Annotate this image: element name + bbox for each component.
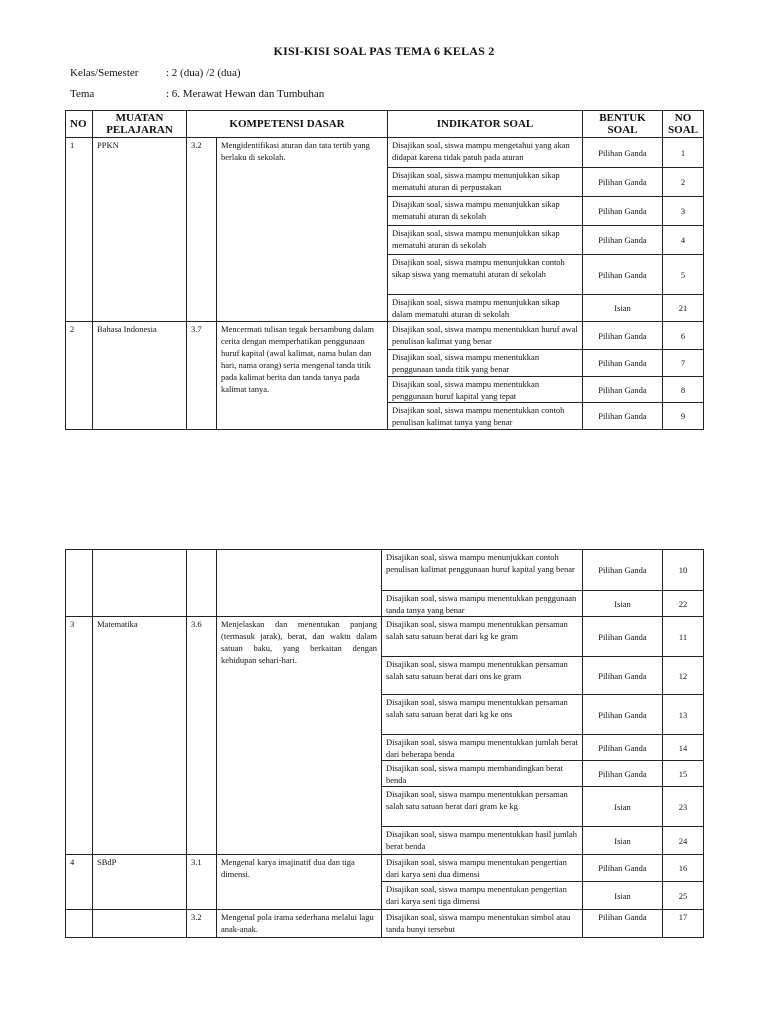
header-no: NO <box>66 111 93 138</box>
kd-text: Mencermati tulisan tegak bersambung dalam cerita dengan memperhatikan penggunaan huruf kapital (awal kalimat, nama bulan dan hari, nama orang) serta mengenal tanda titik pada kalimat berita dan tanda tanya pada kalimat tanya. <box>217 322 388 430</box>
kd-text: Menjelaskan dan menentukan panjang (termasuk jarak), berat, dan waktu dalam satuan baku, yang berkaitan dengan kehidupan sehari-hari. <box>217 617 382 855</box>
indikator-cell: Disajikan soal, siswa mampu menunjukkan sikap mematuhi aturan di sekolah <box>388 197 583 226</box>
indikator-cell: Disajikan soal, siswa mampu menentukkan huruf awal penulisan kalimat yang benar <box>388 322 583 350</box>
kd-number: 3.2 <box>187 138 217 322</box>
indikator-cell: Disajikan soal, siswa mampu menentukkan persaman salah satu satuan berat dari kg ke ons <box>382 695 583 735</box>
nosoal-cell: 17 <box>663 910 704 938</box>
nosoal-cell: 4 <box>663 226 704 255</box>
kisi-kisi-table-page-2 <box>65 549 704 938</box>
kd-text: Mengidentifikasi aturan dan tata tertib yang berlaku di sekolah. <box>217 138 388 322</box>
bentuk-cell: Pilihan Ganda <box>583 255 663 295</box>
indikator-cell: Disajikan soal, siswa mampu menentukkan persaman salah satu satuan berat dari ons ke gram <box>382 657 583 695</box>
nosoal-cell: 22 <box>663 591 704 617</box>
empty-cell <box>187 550 217 617</box>
nosoal-cell: 8 <box>663 377 704 403</box>
kd-number: 3.6 <box>187 617 217 855</box>
meta-kelas <box>70 67 241 79</box>
kisi-kisi-table-page-1 <box>65 110 704 430</box>
nosoal-cell: 9 <box>663 403 704 430</box>
bentuk-cell: Isian <box>583 295 663 322</box>
kd-number: 3.2 <box>187 910 217 938</box>
bentuk-cell: Pilihan Ganda <box>583 761 663 787</box>
empty-cell <box>66 910 93 938</box>
header-muatan: MUATAN PELAJARAN <box>93 111 187 138</box>
indikator-cell: Disajikan soal, siswa mampu menentukan pengertian dari karya seni tiga dimensi <box>382 882 583 910</box>
kelas-value: : 2 (dua) /2 (dua) <box>166 67 241 79</box>
indikator-cell: Disajikan soal, siswa mampu menentukkan penggunaan huruf kapital yang tepat <box>388 377 583 403</box>
section-muatan: SBdP <box>93 855 187 910</box>
indikator-cell: Disajikan soal, siswa mampu menentukan pengertian dari karya seni dua dimensi <box>382 855 583 882</box>
tema-label: Tema <box>70 88 95 100</box>
bentuk-cell: Pilihan Ganda <box>583 197 663 226</box>
nosoal-cell: 3 <box>663 197 704 226</box>
indikator-cell: Disajikan soal, siswa mampu menunjukkan sikap mematuhi aturan di sekolah <box>388 226 583 255</box>
nosoal-cell: 7 <box>663 350 704 377</box>
bentuk-cell: Pilihan Ganda <box>583 226 663 255</box>
indikator-cell: Disajikan soal, siswa mampu menentukkan penggunaan tanda titik yang benar <box>388 350 583 377</box>
nosoal-cell: 11 <box>663 617 704 657</box>
table-row <box>66 617 704 657</box>
indikator-cell: Disajikan soal, siswa mampu menentukkan jumlah berat dari beberapa benda <box>382 735 583 761</box>
indikator-cell: Disajikan soal, siswa mampu mengetahui yang akan didapat karena tidak patuh pada aturan <box>388 138 583 168</box>
nosoal-cell: 2 <box>663 168 704 197</box>
meta-tema <box>70 88 324 100</box>
section-no: 1 <box>66 138 93 322</box>
empty-cell <box>217 550 382 617</box>
section-muatan: Matematika <box>93 617 187 855</box>
indikator-cell: Disajikan soal, siswa mampu menentukkan hasil jumlah berat benda <box>382 827 583 855</box>
nosoal-cell: 24 <box>663 827 704 855</box>
bentuk-cell: Isian <box>583 591 663 617</box>
nosoal-cell: 6 <box>663 322 704 350</box>
indikator-cell: Disajikan soal, siswa mampu menunjukkan sikap dalam mematuhi aturan di sekolah <box>388 295 583 322</box>
indikator-cell: Disajikan soal, siswa mampu menentukkan persaman salah satu satuan berat dari gram ke kg <box>382 787 583 827</box>
empty-cell <box>93 910 187 938</box>
kd-text: Mengenal pola irama sederhana melalui lagu anak-anak. <box>217 910 382 938</box>
bentuk-cell: Pilihan Ganda <box>583 910 663 938</box>
table-row <box>66 910 704 938</box>
bentuk-cell: Isian <box>583 882 663 910</box>
bentuk-cell: Pilihan Ganda <box>583 322 663 350</box>
bentuk-cell: Pilihan Ganda <box>583 377 663 403</box>
section-no: 2 <box>66 322 93 430</box>
table-row <box>66 855 704 882</box>
section-no: 4 <box>66 855 93 910</box>
kd-number: 3.1 <box>187 855 217 910</box>
nosoal-cell: 1 <box>663 138 704 168</box>
indikator-cell: Disajikan soal, siswa mampu menentukkan persaman salah satu satuan berat dari kg ke gram <box>382 617 583 657</box>
kd-text: Mengenal karya imajinatif dua dan tiga dimensi. <box>217 855 382 910</box>
indikator-cell: Disajikan soal, siswa mampu membandingkan berat benda <box>382 761 583 787</box>
section-muatan: PPKN <box>93 138 187 322</box>
nosoal-cell: 10 <box>663 550 704 591</box>
nosoal-cell: 16 <box>663 855 704 882</box>
section-no: 3 <box>66 617 93 855</box>
bentuk-cell: Pilihan Ganda <box>583 855 663 882</box>
indikator-cell: Disajikan soal, siswa mampu menentukan simbol atau tanda bunyi tersebut <box>382 910 583 938</box>
nosoal-cell: 15 <box>663 761 704 787</box>
bentuk-cell: Pilihan Ganda <box>583 168 663 197</box>
indikator-cell: Disajikan soal, siswa mampu menentukkan penggunaan tanda tanya yang benar <box>382 591 583 617</box>
bentuk-cell: Isian <box>583 827 663 855</box>
bentuk-cell: Pilihan Ganda <box>583 138 663 168</box>
bentuk-cell: Pilihan Ganda <box>583 617 663 657</box>
nosoal-cell: 13 <box>663 695 704 735</box>
indikator-cell: Disajikan soal, siswa mampu menentukkan contoh penulisan kalimat tanya yang benar <box>388 403 583 430</box>
kd-number: 3.7 <box>187 322 217 430</box>
bentuk-cell: Isian <box>583 787 663 827</box>
kelas-label: Kelas/Semester <box>70 67 139 79</box>
header-bentuk: BENTUK SOAL <box>583 111 663 138</box>
nosoal-cell: 14 <box>663 735 704 761</box>
nosoal-cell: 21 <box>663 295 704 322</box>
bentuk-cell: Pilihan Ganda <box>583 403 663 430</box>
indikator-cell: Disajikan soal, siswa mampu menunjukkan contoh sikap siswa yang mematuhi aturan di sekolah <box>388 255 583 295</box>
indikator-cell: Disajikan soal, siswa mampu menunjukkan sikap mematuhi aturan di perpustakan <box>388 168 583 197</box>
table-row <box>66 138 704 168</box>
nosoal-cell: 23 <box>663 787 704 827</box>
indikator-cell: Disajikan soal, siswa mampu menunjukkan contoh penulisan kalimat penggunaan huruf kapital yang benar <box>382 550 583 591</box>
bentuk-cell: Pilihan Ganda <box>583 550 663 591</box>
bentuk-cell: Pilihan Ganda <box>583 695 663 735</box>
header-indikator: INDIKATOR SOAL <box>388 111 583 138</box>
nosoal-cell: 12 <box>663 657 704 695</box>
bentuk-cell: Pilihan Ganda <box>583 350 663 377</box>
table-row <box>66 322 704 350</box>
empty-cell <box>66 550 93 617</box>
bentuk-cell: Pilihan Ganda <box>583 735 663 761</box>
tema-value: : 6. Merawat Hewan dan Tumbuhan <box>166 88 325 100</box>
empty-cell <box>93 550 187 617</box>
bentuk-cell: Pilihan Ganda <box>583 657 663 695</box>
nosoal-cell: 5 <box>663 255 704 295</box>
table-row <box>66 550 704 591</box>
section-muatan: Bahasa Indonesia <box>93 322 187 430</box>
header-nosoal: NO SOAL <box>663 111 704 138</box>
header-kompetensi: KOMPETENSI DASAR <box>187 111 388 138</box>
document-title: KISI-KISI SOAL PAS TEMA 6 KELAS 2 <box>273 44 495 58</box>
nosoal-cell: 25 <box>663 882 704 910</box>
